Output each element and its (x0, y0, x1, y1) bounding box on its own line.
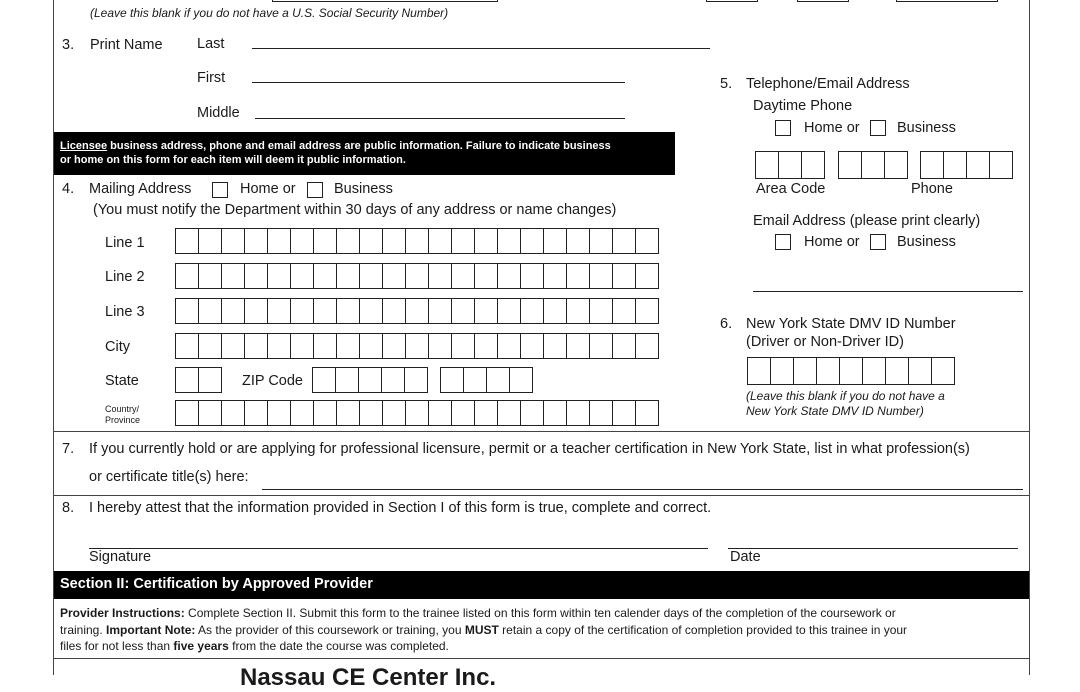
char-box[interactable] (198, 298, 222, 324)
char-box[interactable] (244, 400, 268, 426)
ssn-note: (Leave this blank if you do not have a U.S. Social Security Number) (90, 6, 449, 20)
line3-label: Line 3 (105, 304, 145, 320)
provider-instructions-2 (60, 623, 907, 637)
item8-number: 8. (62, 500, 75, 516)
char-box[interactable] (862, 357, 886, 385)
provider-instructions-text-3b: from the date the course was completed. (228, 639, 449, 653)
item3-number: 3. (62, 37, 75, 53)
char-box[interactable] (198, 263, 222, 289)
char-box[interactable] (290, 333, 314, 359)
char-box[interactable] (989, 151, 1013, 179)
char-box[interactable] (635, 400, 659, 426)
zip-label: ZIP Code (242, 373, 303, 389)
area-code-label: Area Code (756, 181, 826, 197)
profession-field[interactable] (262, 489, 1023, 490)
char-box[interactable] (520, 263, 544, 289)
zip-boxes[interactable] (312, 367, 427, 393)
mailing-business-checkbox[interactable] (307, 182, 323, 198)
country-boxes[interactable] (175, 400, 658, 426)
item8-top-rule (54, 495, 1029, 496)
char-box[interactable] (566, 263, 590, 289)
char-box[interactable] (336, 263, 360, 289)
char-box[interactable] (612, 333, 636, 359)
daytime-phone-label: Daytime Phone (753, 98, 853, 114)
char-box[interactable] (359, 228, 383, 254)
ssn-box-remnant (272, 0, 498, 2)
char-box[interactable] (336, 333, 360, 359)
char-box[interactable] (198, 367, 222, 393)
middle-name-label: Middle (197, 105, 240, 121)
char-box[interactable] (943, 151, 967, 179)
char-box[interactable] (428, 263, 452, 289)
char-box[interactable] (497, 400, 521, 426)
dmv-id-boxes[interactable] (747, 357, 954, 383)
char-box[interactable] (405, 298, 429, 324)
char-box[interactable] (566, 400, 590, 426)
date-field[interactable] (728, 548, 1018, 549)
char-box[interactable] (816, 357, 840, 385)
char-box[interactable] (405, 228, 429, 254)
char-box[interactable] (801, 151, 825, 179)
first-name-field[interactable] (252, 82, 625, 83)
item5-number: 5. (720, 76, 733, 92)
first-name-label: First (197, 70, 226, 86)
char-box[interactable] (474, 400, 498, 426)
char-box[interactable] (440, 367, 464, 393)
date-box-remnant-2 (797, 0, 849, 2)
char-box[interactable] (920, 151, 944, 179)
char-box[interactable] (313, 228, 337, 254)
char-box[interactable] (497, 228, 521, 254)
char-box[interactable] (359, 263, 383, 289)
state-boxes[interactable] (175, 367, 221, 393)
char-box[interactable] (221, 298, 245, 324)
char-box[interactable] (290, 298, 314, 324)
char-box[interactable] (451, 298, 475, 324)
provider-instructions-1 (60, 606, 896, 620)
char-box[interactable] (267, 400, 291, 426)
email-home-label: Home or (804, 234, 860, 250)
char-box[interactable] (221, 400, 245, 426)
char-box[interactable] (635, 333, 659, 359)
char-box[interactable] (451, 400, 475, 426)
char-box[interactable] (885, 357, 909, 385)
phone-label: Phone (911, 181, 953, 197)
char-box[interactable] (336, 228, 360, 254)
city-label: City (105, 339, 130, 355)
char-box[interactable] (566, 333, 590, 359)
char-box[interactable] (589, 263, 613, 289)
char-box[interactable] (839, 357, 863, 385)
date-box-remnant-3 (896, 0, 998, 2)
email-home-checkbox[interactable] (775, 234, 791, 250)
char-box[interactable] (290, 400, 314, 426)
last-name-label: Last (197, 36, 225, 52)
char-box[interactable] (336, 298, 360, 324)
char-box[interactable] (428, 400, 452, 426)
char-box[interactable] (358, 367, 382, 393)
char-box[interactable] (474, 333, 498, 359)
mailing-address-label: Mailing Address (89, 181, 192, 197)
char-box[interactable] (267, 263, 291, 289)
char-box[interactable] (861, 151, 885, 179)
char-box[interactable] (244, 263, 268, 289)
char-box[interactable] (428, 333, 452, 359)
line2-label: Line 2 (105, 269, 145, 285)
char-box[interactable] (451, 333, 475, 359)
char-box[interactable] (520, 298, 544, 324)
provider-instructions-text-2b: As the provider of this coursework or training, you (195, 623, 465, 637)
char-box[interactable] (175, 298, 199, 324)
email-field[interactable] (753, 291, 1023, 292)
char-box[interactable] (290, 263, 314, 289)
mailing-home-checkbox[interactable] (212, 182, 228, 198)
phone-business-label: Business (897, 120, 956, 136)
state-label: State (105, 373, 139, 389)
char-box[interactable] (221, 228, 245, 254)
country-label-2: Province (105, 415, 141, 425)
provider-instructions-text-3a: files for not less than (60, 639, 174, 653)
email-address-label: Email Address (please print clearly) (753, 213, 981, 229)
char-box[interactable] (497, 263, 521, 289)
char-box[interactable] (838, 151, 862, 179)
char-box[interactable] (382, 228, 406, 254)
phone-prefix-boxes[interactable] (838, 151, 907, 177)
char-box[interactable] (474, 298, 498, 324)
char-box[interactable] (474, 263, 498, 289)
area-code-boxes[interactable] (755, 151, 824, 177)
char-box[interactable] (336, 400, 360, 426)
item7-top-rule (54, 431, 1029, 432)
char-box[interactable] (612, 263, 636, 289)
phone-business-checkbox[interactable] (870, 120, 886, 136)
signature-label: Signature (89, 549, 152, 565)
char-box[interactable] (404, 367, 428, 393)
char-box[interactable] (428, 298, 452, 324)
char-box[interactable] (520, 333, 544, 359)
phone-home-label: Home or (804, 120, 860, 136)
char-box[interactable] (543, 228, 567, 254)
five-years-text: five years (173, 639, 229, 653)
provider-instructions-label: Provider Instructions: (60, 606, 185, 620)
char-box[interactable] (267, 333, 291, 359)
char-box[interactable] (175, 367, 199, 393)
zip4-boxes[interactable] (440, 367, 532, 393)
provider-instructions-text-2a: training. (60, 623, 107, 637)
char-box[interactable] (474, 228, 498, 254)
char-box[interactable] (381, 367, 405, 393)
provider-instructions-text-2c: retain a copy of the certification of completion provided to this trainee in your (498, 623, 908, 637)
char-box[interactable] (589, 298, 613, 324)
char-box[interactable] (313, 400, 337, 426)
char-box[interactable] (770, 357, 794, 385)
dmv-label-1: New York State DMV ID Number (746, 316, 956, 332)
char-box[interactable] (778, 151, 802, 179)
telephone-email-label: Telephone/Email Address (746, 76, 910, 92)
city-boxes[interactable] (175, 333, 658, 359)
print-name-label: Print Name (90, 37, 163, 53)
must-text: MUST (464, 623, 499, 637)
char-box[interactable] (509, 367, 533, 393)
dmv-note-1: (Leave this blank if you do not have a (746, 389, 945, 403)
mailing-address-note: (You must notify the Department within 30 days of any address or name changes) (93, 202, 617, 218)
char-box[interactable] (543, 400, 567, 426)
char-box[interactable] (198, 400, 222, 426)
notice-text-2: or home on this form for each item will deem it public information. (60, 154, 406, 166)
dmv-note-2: New York State DMV ID Number) (746, 404, 924, 418)
char-box[interactable] (566, 228, 590, 254)
char-box[interactable] (428, 228, 452, 254)
char-box[interactable] (244, 228, 268, 254)
char-box[interactable] (267, 298, 291, 324)
char-box[interactable] (497, 298, 521, 324)
char-box[interactable] (359, 400, 383, 426)
item6-number: 6. (720, 316, 733, 332)
char-box[interactable] (175, 228, 199, 254)
signature-field[interactable] (89, 548, 708, 549)
char-box[interactable] (405, 400, 429, 426)
char-box[interactable] (612, 298, 636, 324)
char-box[interactable] (175, 333, 199, 359)
char-box[interactable] (884, 151, 908, 179)
char-box[interactable] (966, 151, 990, 179)
phone-suffix-boxes[interactable] (920, 151, 1012, 177)
char-box[interactable] (520, 228, 544, 254)
char-box[interactable] (198, 228, 222, 254)
date-box-remnant-1 (706, 0, 758, 2)
char-box[interactable] (382, 298, 406, 324)
char-box[interactable] (635, 263, 659, 289)
char-box[interactable] (359, 333, 383, 359)
provider-instructions-3 (60, 639, 449, 653)
char-box[interactable] (267, 228, 291, 254)
char-box[interactable] (635, 298, 659, 324)
section2-title: Section II: Certification by Approved Provider (60, 576, 373, 592)
attestation-text: I hereby attest that the information provided in Section I of this form is true, complete and correct. (89, 500, 712, 516)
item7-text-1: If you currently hold or are applying for professional licensure, permit or a teacher certification in New York State, list in what profession(s) (89, 441, 970, 457)
line2-boxes[interactable] (175, 263, 658, 289)
char-box[interactable] (244, 298, 268, 324)
char-box[interactable] (908, 357, 932, 385)
notice-licensee: Licensee (60, 140, 108, 152)
char-box[interactable] (198, 333, 222, 359)
section2-instructions-rule (54, 658, 1029, 659)
char-box[interactable] (405, 333, 429, 359)
char-box[interactable] (543, 333, 567, 359)
mailing-business-label: Business (334, 181, 393, 197)
provider-instructions-text-1: Complete Section II. Submit this form to the trainee listed on this form within ten calender days of the completion of the coursework or (184, 606, 896, 620)
char-box[interactable] (313, 333, 337, 359)
form-right-border (1029, 0, 1030, 675)
char-box[interactable] (382, 333, 406, 359)
char-box[interactable] (497, 333, 521, 359)
char-box[interactable] (793, 357, 817, 385)
middle-name-field[interactable] (255, 118, 625, 119)
char-box[interactable] (589, 333, 613, 359)
char-box[interactable] (451, 228, 475, 254)
public-info-notice (54, 132, 675, 175)
char-box[interactable] (382, 263, 406, 289)
char-box[interactable] (335, 367, 359, 393)
char-box[interactable] (175, 263, 199, 289)
item7-number: 7. (62, 441, 75, 457)
notice-text-1: business address, phone and email address are public information. Failure to indicate business (107, 140, 611, 152)
char-box[interactable] (382, 400, 406, 426)
char-box[interactable] (313, 298, 337, 324)
char-box[interactable] (405, 263, 429, 289)
char-box[interactable] (747, 357, 771, 385)
char-box[interactable] (589, 228, 613, 254)
section2-header (54, 571, 1029, 599)
char-box[interactable] (221, 263, 245, 289)
char-box[interactable] (244, 333, 268, 359)
char-box[interactable] (612, 400, 636, 426)
char-box[interactable] (612, 228, 636, 254)
char-box[interactable] (313, 263, 337, 289)
char-box[interactable] (486, 367, 510, 393)
char-box[interactable] (755, 151, 779, 179)
phone-home-checkbox[interactable] (775, 120, 791, 136)
char-box[interactable] (451, 263, 475, 289)
char-box[interactable] (175, 400, 199, 426)
char-box[interactable] (520, 400, 544, 426)
email-business-checkbox[interactable] (870, 234, 886, 250)
date-label: Date (730, 549, 761, 565)
char-box[interactable] (221, 333, 245, 359)
char-box[interactable] (589, 400, 613, 426)
char-box[interactable] (312, 367, 336, 393)
char-box[interactable] (543, 298, 567, 324)
char-box[interactable] (290, 228, 314, 254)
line1-label: Line 1 (105, 235, 145, 251)
country-label-1: Country/ (105, 404, 140, 414)
char-box[interactable] (543, 263, 567, 289)
provider-name-heading: Nassau CE Center Inc. (240, 664, 497, 691)
item7-text-2: or certificate title(s) here: (89, 469, 249, 485)
item4-number: 4. (62, 181, 75, 197)
char-box[interactable] (463, 367, 487, 393)
char-box[interactable] (566, 298, 590, 324)
mailing-home-label: Home or (240, 181, 296, 197)
line3-boxes[interactable] (175, 298, 658, 324)
email-business-label: Business (897, 234, 956, 250)
char-box[interactable] (359, 298, 383, 324)
line1-boxes[interactable] (175, 228, 658, 254)
char-box[interactable] (931, 357, 955, 385)
important-note-label: Important Note: (106, 623, 196, 637)
last-name-field[interactable] (252, 48, 710, 49)
dmv-label-2: (Driver or Non-Driver ID) (746, 334, 904, 350)
char-box[interactable] (635, 228, 659, 254)
